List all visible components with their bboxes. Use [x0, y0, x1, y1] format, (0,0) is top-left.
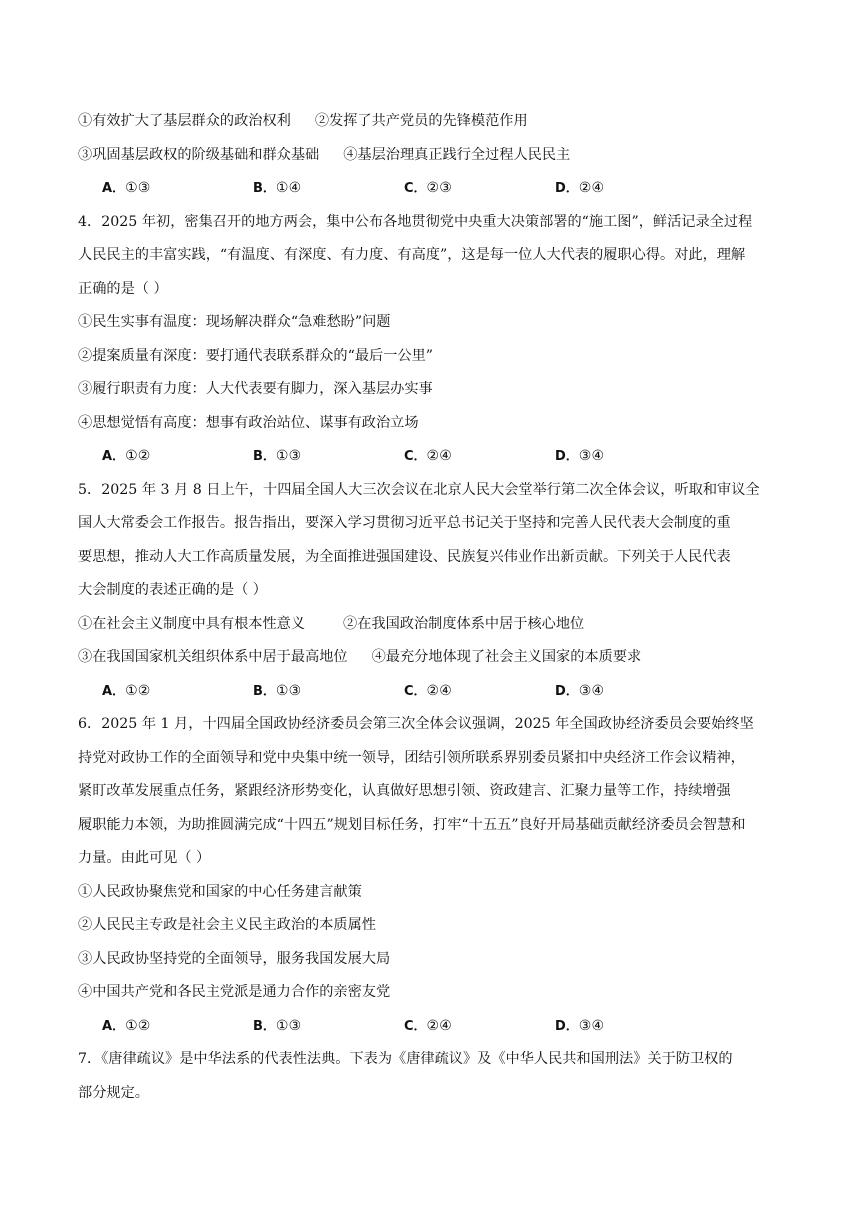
option-b[interactable]: B．①③ — [253, 682, 302, 699]
option-a[interactable]: A．①③ — [102, 180, 151, 196]
statement: ②在我国政治制度体系中居于核心地位 — [343, 615, 585, 632]
option-c[interactable]: C．②④ — [404, 682, 452, 699]
answer-options — [78, 679, 788, 713]
statement: ①有效扩大了基层群众的政治权利 — [78, 113, 291, 129]
statement: ③履行职责有力度：人大代表要有脚力，深入基层办实事 — [78, 381, 433, 397]
option-a[interactable]: A．①② — [102, 682, 151, 699]
question-4-stem: 4．2025 年初，密集召开的地方两会，集中公布各地贯彻党中央重大决策部署的“施工图”，鲜活记录全过程 人民民主的丰富实践，“有温度、有深度、有力度、有高度”，这是每一位人大代表的履职心得。对此，理解 正确的是（ ） — [78, 213, 753, 297]
option-d[interactable]: D．③④ — [555, 1017, 605, 1034]
option-d[interactable]: D．②④ — [555, 180, 605, 196]
statement: ②人民民主专政是社会主义民主政治的本质属性 — [78, 917, 376, 933]
option-d[interactable]: D．③④ — [555, 448, 605, 464]
answer-options — [78, 176, 788, 210]
answer-options — [78, 444, 788, 478]
question-6-stem: 6．2025 年 1 月，十四届全国政协经济委员会第三次全体会议强调，2025 年全国政协经济委员会要始终坚 持党对政协工作的全面领导和党中央集中统一领导，团结引领所联系界别委员紧扣中央经济工作会议精神， 紧盯改革发展重点任务，紧跟经济形势变化，认真做好思想引领、资政建言、汇聚力量等工作，持续增强 履职能力本领，为助推圆满完成“十四五”规划目标任务，打牢“十五五”良好开局基础贡献经济委员会智慧和 力量。由此可见（ ） — [78, 716, 754, 866]
option-b[interactable]: B．①③ — [253, 448, 302, 464]
option-c[interactable]: C．②③ — [404, 180, 452, 196]
question-7-stem: 7．《唐律疏议》是中华法系的代表性法典。下表为《唐律疏议》及《中华人民共和国刑法》关于防卫权的 部分规定。 — [78, 1051, 733, 1101]
statement-line — [78, 612, 788, 646]
option-a[interactable]: A．①② — [102, 1017, 151, 1034]
statement: ④思想觉悟有高度：想事有政治站位、谋事有政治立场 — [78, 414, 419, 431]
statement-line — [78, 645, 788, 679]
option-d[interactable]: D．③④ — [555, 682, 605, 699]
answer-options — [78, 1014, 788, 1048]
option-c[interactable]: C．②④ — [404, 448, 452, 464]
statement: ④中国共产党和各民主党派是通力合作的亲密友党 — [78, 984, 391, 1000]
statement: ④最充分地体现了社会主义国家的本质要求 — [371, 649, 642, 665]
statement: ②发挥了共产党员的先锋模范作用 — [314, 113, 528, 129]
question-5-stem: 5．2025 年 3 月 8 日上午，十四届全国人大三次会议在北京人民大会堂举行第二次全体会议，听取和审议全 国人大常委会工作报告。报告指出，要深入学习贯彻习近平总书记关于坚持和完善人民代表大会制度的重 要思想，推动人大工作高质量发展，为全面推进强国建设、民族复兴伟业作出新贡献。下列关于人民代表 大会制度的表述正确的是（ ） — [78, 481, 760, 598]
statement-line — [78, 109, 788, 143]
page-content — [78, 109, 788, 1114]
statement: ①人民政协聚焦党和国家的中心任务建言献策 — [78, 883, 362, 900]
statement: ③巩固基层政权的阶级基础和群众基础 — [78, 146, 320, 163]
statement: ③在我国国家机关组织体系中居于最高地位 — [78, 649, 348, 665]
option-a[interactable]: A．①② — [102, 448, 151, 464]
option-b[interactable]: B．①③ — [253, 1017, 302, 1034]
statement: ④基层治理真正践行全过程人民民主 — [343, 146, 571, 163]
statement: ③人民政协坚持党的全面领导，服务我国发展大局 — [78, 950, 391, 967]
option-b[interactable]: B．①④ — [253, 180, 302, 196]
statement: ①民生实事有温度：现场解决群众“急难愁盼”问题 — [78, 314, 391, 330]
option-c[interactable]: C．②④ — [404, 1017, 452, 1034]
statement: ①在社会主义制度中具有根本性意义 — [78, 615, 306, 632]
statement-line — [78, 143, 788, 177]
statement: ②提案质量有深度：要打通代表联系群众的“最后一公里” — [78, 347, 434, 364]
